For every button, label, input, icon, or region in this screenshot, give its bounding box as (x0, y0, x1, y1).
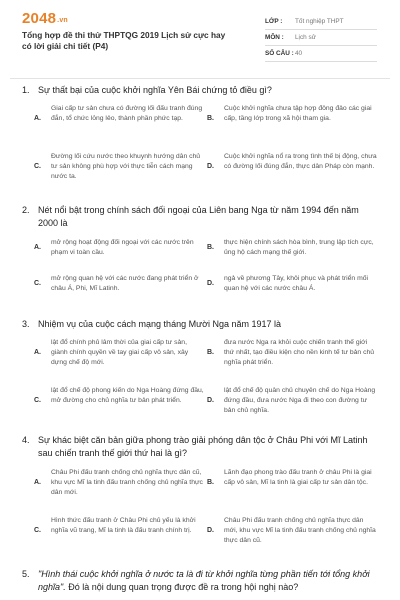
question-2-option-c[interactable] (34, 274, 204, 294)
question-4-option-b[interactable] (207, 468, 377, 488)
option-text: Lãnh đạo phong trào đấu tranh ở châu Phi là giai cấp vô sản, Mĩ la tinh là giai cấp tư sản dân tộc. (224, 469, 372, 487)
option-text: Châu Phi đấu tranh chống chủ nghĩa thực dân cũ, khu vực Mĩ la tinh đấu tranh chống chủ nghĩa thực dân mới. (51, 469, 203, 497)
question-text: Sự thất bại của cuộc khởi nghĩa Yên Bái chứng tỏ điều gì? (38, 85, 272, 95)
question-1-title (10, 84, 390, 97)
option-letter: D. (207, 163, 214, 170)
question-number: 5. (22, 569, 30, 579)
document-title: Tổng hợp đề thi thử THPTQG 2019 Lịch sử cực hay có lời giải chi tiết (P4) (22, 30, 226, 51)
meta-class-label: LỚP : (265, 18, 283, 25)
question-1-option-d[interactable] (207, 152, 377, 172)
option-letter: A. (34, 349, 41, 356)
option-letter: D. (207, 280, 214, 287)
option-letter: B. (207, 349, 214, 356)
question-3-option-a[interactable] (34, 338, 204, 369)
question-2-option-a[interactable] (34, 238, 204, 258)
meta-class-value[interactable]: Tốt nghiệp THPT (295, 18, 344, 25)
document-meta (265, 14, 377, 62)
option-letter: A. (34, 115, 41, 122)
option-text: lật đổ chế độ quân chủ chuyên chế do Nga Hoàng đứng đầu, đưa nước Nga đi theo con đường tư bản chủ nghĩa. (224, 387, 376, 415)
option-text: mở rộng quan hệ với các nước đang phát triển ở châu Á, Phi, Mĩ Latinh. (51, 275, 199, 293)
option-letter: C. (34, 163, 41, 170)
question-5-title (10, 568, 390, 594)
option-letter: B. (207, 479, 214, 486)
option-text: đưa nước Nga ra khỏi cuộc chiến tranh thế giới thứ nhất, tạo điều kiện cho nền kinh tế tư bản chủ nghĩa phát triển. (224, 339, 375, 367)
question-number: 4. (22, 435, 30, 445)
option-letter: D. (207, 527, 214, 534)
meta-count-row (265, 46, 377, 62)
option-letter: B. (207, 115, 214, 122)
question-number: 3. (22, 319, 30, 329)
option-letter: C. (34, 397, 41, 404)
option-text: Hình thức đấu tranh ở Châu Phi chủ yếu là khởi nghĩa vũ trang, Mĩ la tinh là đấu tranh chính trị. (51, 517, 196, 535)
question-3-option-c[interactable] (34, 386, 204, 406)
site-logo[interactable]: 2048.vn (22, 10, 68, 27)
meta-subject-value[interactable]: Lịch sử (295, 34, 316, 41)
option-text: lật đổ chế độ phong kiến do Nga Hoàng đứng đầu, mở đường cho chủ nghĩa tư bản phát triển. (51, 387, 204, 405)
option-text: Giai cấp tư sản chưa có đường lối đấu tranh đúng đắn, tổ chức lỏng lẻo, thành phần phức tạp. (51, 105, 203, 123)
option-letter: A. (34, 244, 41, 251)
option-text: Châu Phi đấu tranh chống chủ nghĩa thực dân mới, khu vực Mĩ la tinh đấu tranh chống chủ nghĩa thực dân cũ. (224, 517, 376, 545)
option-text: Cuộc khởi nghĩa nổ ra trong tình thế bị động, chưa có đường lối đúng đắn, thực dân Pháp còn mạnh. (224, 153, 377, 171)
question-2-title (10, 204, 390, 230)
meta-subject-label: MÔN : (265, 34, 284, 41)
meta-count-value: 40 (295, 50, 303, 57)
question-4-option-a[interactable] (34, 468, 204, 499)
meta-class-row (265, 14, 377, 30)
question-3-title (10, 318, 390, 331)
option-text: ngả về phương Tây, khôi phục và phát triển mối quan hệ với các nước châu Á. (224, 275, 369, 293)
question-3-option-d[interactable] (207, 386, 377, 417)
option-text: thực hiện chính sách hòa bình, trung lập tích cực, ủng hộ cách mạng thế giới. (224, 239, 374, 257)
question-number: 1. (22, 85, 30, 95)
question-number: 2. (22, 205, 30, 215)
question-text (38, 568, 378, 594)
option-text: Đường lối cứu nước theo khuynh hướng dân chủ tư sản không phù hợp với thực tiễn cách mạng nước ta. (51, 153, 201, 181)
option-text: mở rộng hoạt động đối ngoại với các nước trên phạm vi toàn cầu. (51, 239, 194, 257)
question-1-option-a[interactable] (34, 104, 204, 124)
header-divider (10, 78, 390, 79)
option-letter: D. (207, 397, 214, 404)
question-2-option-b[interactable] (207, 238, 377, 258)
option-letter: B. (207, 244, 214, 251)
question-1-option-c[interactable] (34, 152, 204, 183)
document-header (10, 8, 390, 68)
question-3-option-b[interactable] (207, 338, 377, 369)
question-quote: "Hình thái cuộc khởi nghĩa ở nước ta là đi từ khởi nghĩa từng phần tiến tới tổng khởi nghĩa". (38, 569, 370, 592)
meta-count-label: SỐ CÂU : (265, 50, 294, 57)
option-text: lật đổ chính phủ lâm thời của giai cấp tư sản, giành chính quyền về tay giai cấp vô sản, xây dựng chế độ mới. (51, 339, 189, 367)
option-text: Cuộc khởi nghĩa chưa tập hợp đông đảo các giai cấp, tầng lớp trong xã hội tham gia. (224, 105, 372, 123)
option-letter: C. (34, 280, 41, 287)
document-page (10, 8, 390, 592)
question-text: Nhiệm vụ của cuộc cách mạng tháng Mười Nga năm 1917 là (38, 319, 282, 329)
question-4-option-c[interactable] (34, 516, 204, 536)
question-4-option-d[interactable] (207, 516, 377, 547)
question-prompt: Đó là nội dung quan trọng được đề ra trong hội nghị nào? (65, 582, 299, 592)
question-1-option-b[interactable] (207, 104, 377, 124)
question-2-option-d[interactable] (207, 274, 377, 294)
question-text: Nét nổi bật trong chính sách đối ngoại của Liên bang Nga từ năm 1994 đến năm 2000 là (38, 205, 359, 228)
question-4-title (10, 434, 390, 460)
question-text: Sự khác biệt căn bản giữa phong trào giải phóng dân tộc ở Châu Phi với Mĩ Latinh sau chiến tranh thế giới thứ hai là gì? (38, 435, 368, 458)
option-letter: A. (34, 479, 41, 486)
meta-subject-row (265, 30, 377, 46)
option-letter: C. (34, 527, 41, 534)
